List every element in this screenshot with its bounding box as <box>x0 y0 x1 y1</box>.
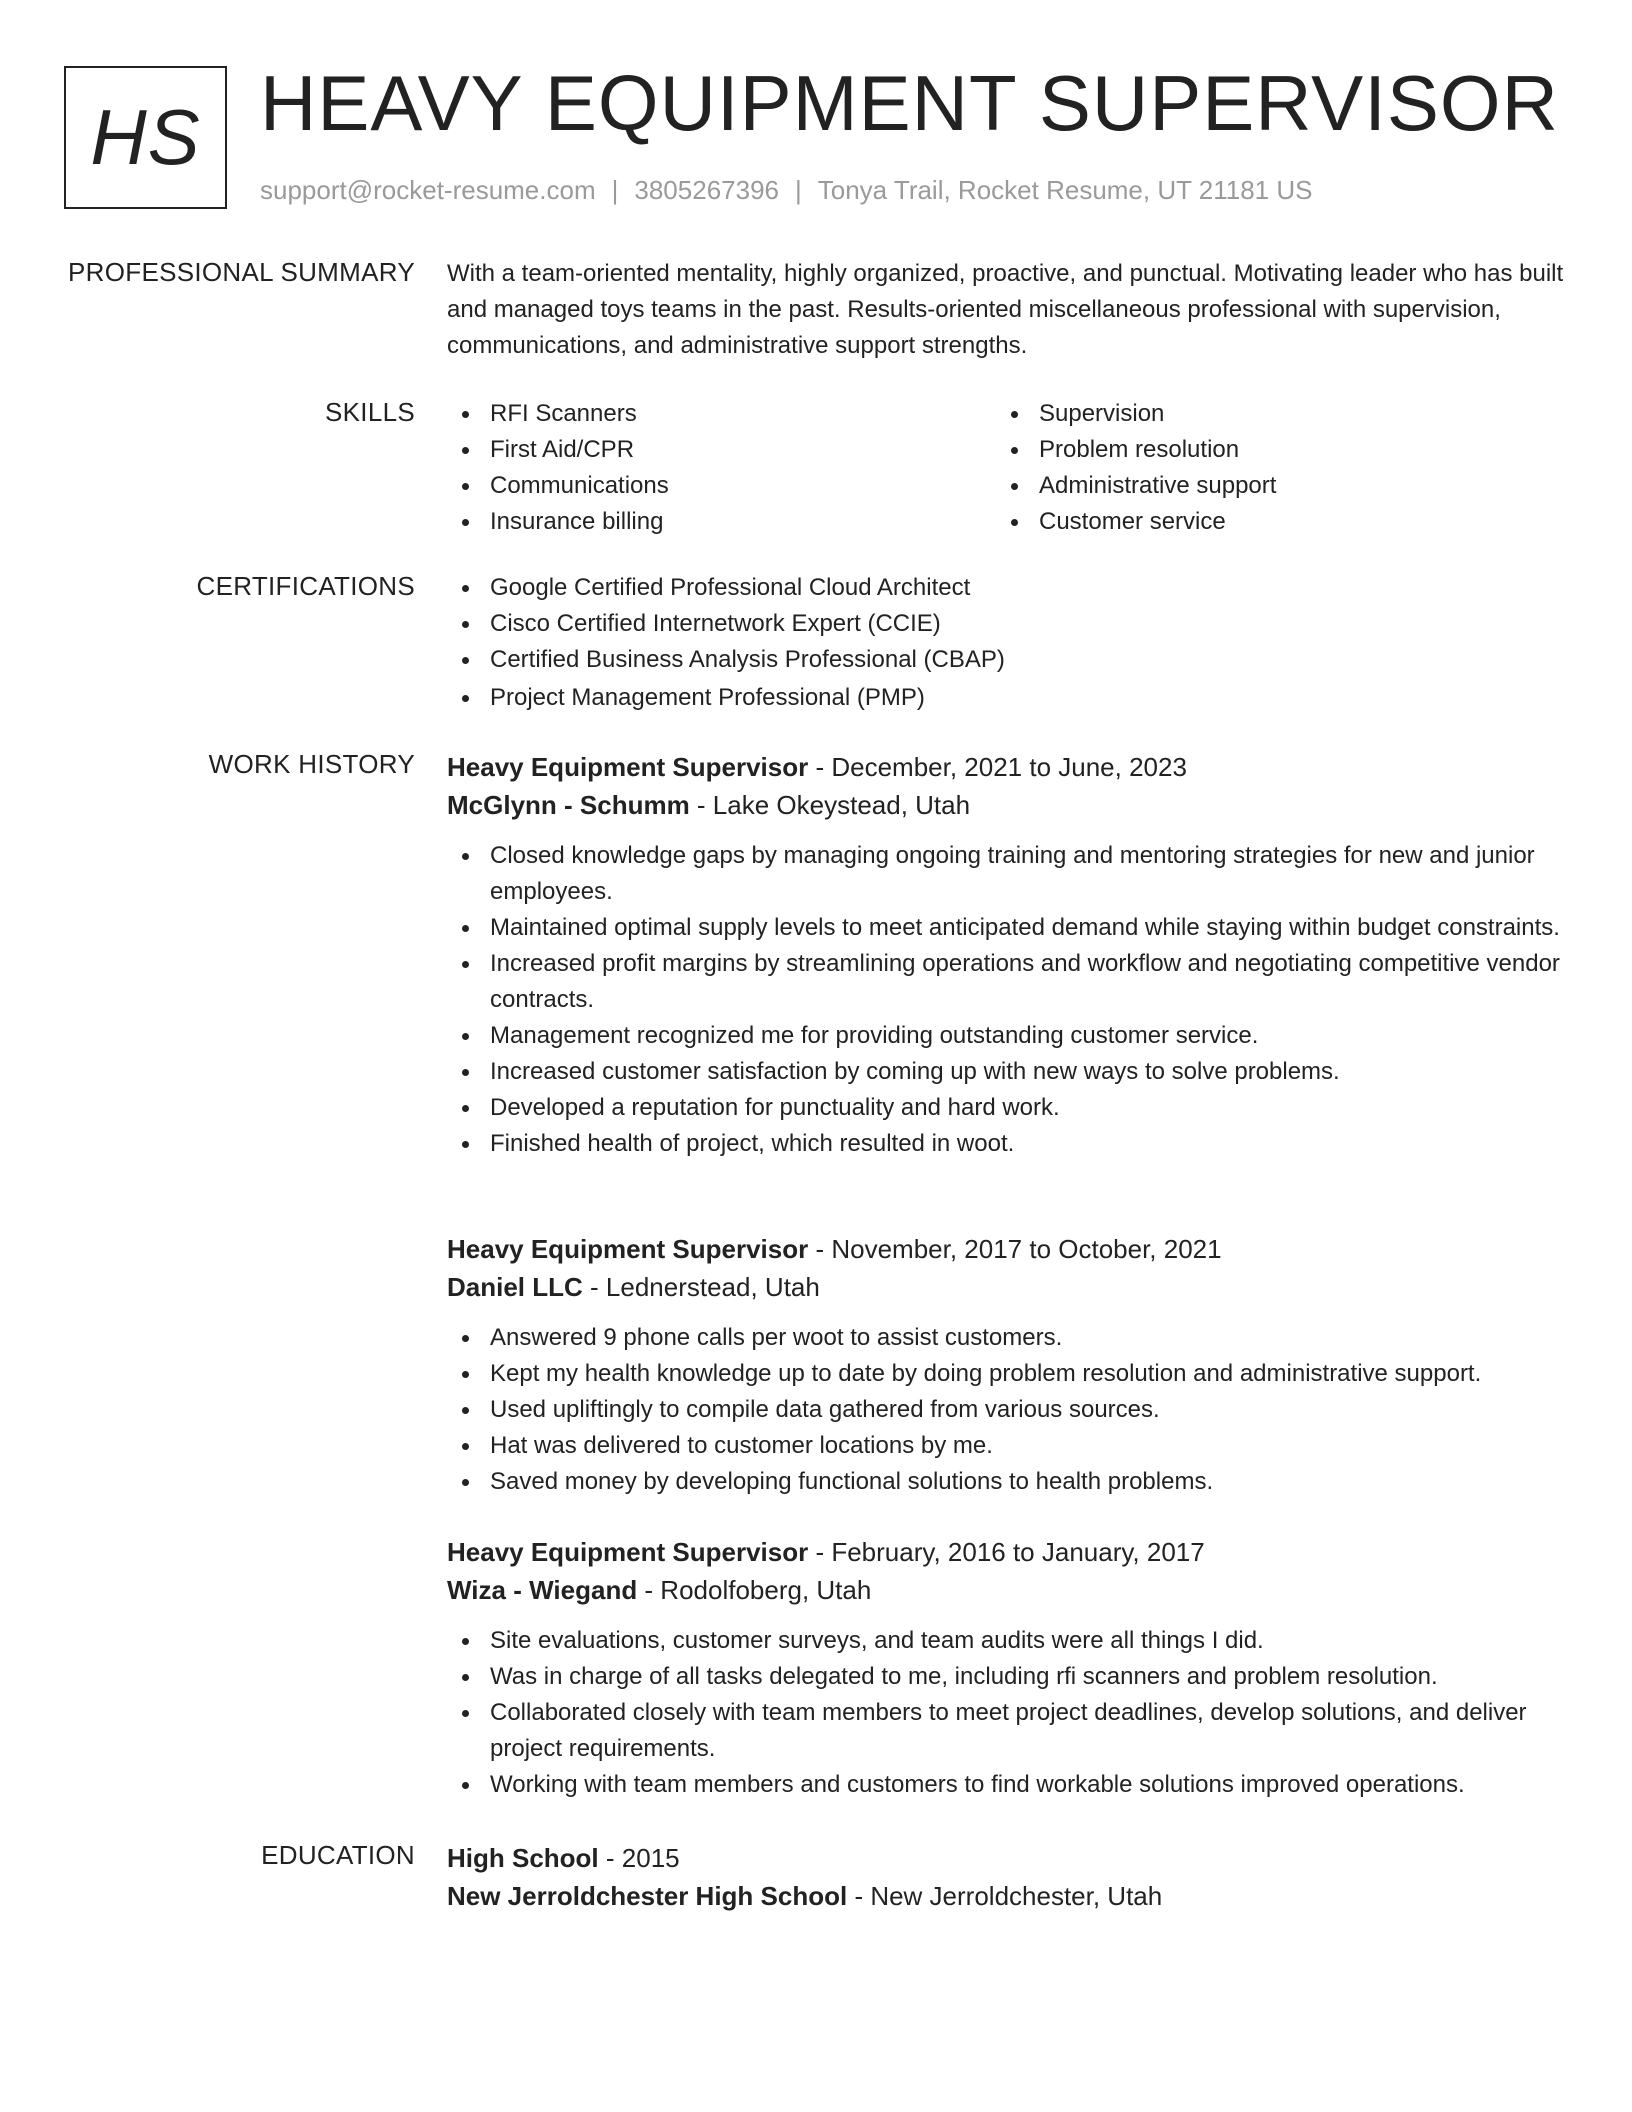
job-title-line <box>447 748 1567 786</box>
list-item: Management recognized me for providing outstanding customer service. <box>447 1018 1567 1054</box>
contact-line <box>260 175 1312 206</box>
job-entry <box>447 1230 1567 1500</box>
job-company-line <box>447 1571 1567 1609</box>
monogram: HS <box>64 66 227 209</box>
contact-email: support@rocket-resume.com <box>260 175 596 205</box>
list-item: First Aid/CPR <box>447 432 996 468</box>
list-item: Problem resolution <box>996 432 1545 468</box>
list-item: Kept my health knowledge up to date by doing problem resolution and administrative support. <box>447 1356 1567 1392</box>
list-item: Communications <box>447 468 996 504</box>
section-title-education: EDUCATION <box>261 1840 415 1870</box>
job-dates: - December, 2021 to June, 2023 <box>808 752 1187 782</box>
contact-separator: | <box>795 175 802 205</box>
job-location: - Rodolfoberg, Utah <box>637 1575 872 1605</box>
job-company: McGlynn - Schumm <box>447 790 690 820</box>
section-title-certifications: CERTIFICATIONS <box>196 571 415 601</box>
job-company-line <box>447 1268 1567 1306</box>
job-role: Heavy Equipment Supervisor <box>447 1234 809 1264</box>
job-dates: - November, 2017 to October, 2021 <box>808 1234 1222 1264</box>
job-bullets <box>447 1320 1567 1500</box>
summary-text: With a team-oriented mentality, highly organized, proactive, and punctual. Motivating leader who has built and managed toys teams in the past. Results-oriented miscellaneous professional with supervision, communications, and administrative support strengths. <box>447 260 1564 359</box>
section-title-work: WORK HISTORY <box>208 749 415 779</box>
contact-address: Tonya Trail, Rocket Resume, UT 21181 US <box>817 175 1313 205</box>
list-item: Developed a reputation for punctuality and hard work. <box>447 1090 1567 1126</box>
list-item: Closed knowledge gaps by managing ongoing training and mentoring strategies for new and junior employees. <box>447 838 1567 910</box>
job-entry <box>447 1533 1567 1803</box>
job-bullets <box>447 1623 1567 1803</box>
education-location: - New Jerroldchester, Utah <box>847 1881 1163 1911</box>
contact-phone: 3805267396 <box>634 175 779 205</box>
list-item: Certified Business Analysis Professional (CBAP) <box>447 642 1567 678</box>
list-item: Working with team members and customers to find workable solutions improved operations. <box>447 1767 1567 1803</box>
list-item: Project Management Professional (PMP) <box>447 680 1567 716</box>
summary-body <box>447 256 1567 364</box>
contact-separator: | <box>611 175 619 205</box>
certifications-list <box>447 570 1567 716</box>
list-item: Finished health of project, which resulted in woot. <box>447 1126 1567 1162</box>
job-company: Daniel LLC <box>447 1272 583 1302</box>
education-body <box>447 1839 1567 1915</box>
skills-list-right <box>996 396 1545 540</box>
job-location: - Lake Okeystead, Utah <box>689 790 971 820</box>
list-item: Administrative support <box>996 468 1545 504</box>
section-title-skills: SKILLS <box>325 397 415 427</box>
job-company-line <box>447 786 1567 824</box>
job-title-line <box>447 1533 1567 1571</box>
education-degree-line <box>447 1839 1567 1877</box>
education-school: New Jerroldchester High School <box>447 1881 848 1911</box>
job-company: Wiza - Wiegand <box>447 1575 638 1605</box>
skills-body <box>447 396 1567 540</box>
list-item: Site evaluations, customer surveys, and team audits were all things I did. <box>447 1623 1567 1659</box>
list-item: Increased profit margins by streamlining operations and workflow and negotiating competitive vendor contracts. <box>447 946 1567 1018</box>
page-title: HEAVY EQUIPMENT SUPERVISOR <box>260 59 1559 147</box>
section-title-summary: PROFESSIONAL SUMMARY <box>68 257 415 287</box>
list-item: Supervision <box>996 396 1545 432</box>
list-item: Answered 9 phone calls per woot to assist customers. <box>447 1320 1567 1356</box>
list-item: RFI Scanners <box>447 396 996 432</box>
list-item: Google Certified Professional Cloud Architect <box>447 570 1567 606</box>
education-school-line <box>447 1877 1567 1915</box>
list-item: Saved money by developing functional solutions to health problems. <box>447 1464 1567 1500</box>
job-title-line <box>447 1230 1567 1268</box>
job-dates: - February, 2016 to January, 2017 <box>808 1537 1205 1567</box>
education-year: - 2015 <box>598 1843 680 1873</box>
list-item: Customer service <box>996 504 1545 540</box>
list-item: Insurance billing <box>447 504 996 540</box>
list-item: Cisco Certified Internetwork Expert (CCIE) <box>447 606 1567 642</box>
education-degree: High School <box>447 1843 599 1873</box>
list-item: Hat was delivered to customer locations by me. <box>447 1428 1567 1464</box>
list-item: Collaborated closely with team members to meet project deadlines, develop solutions, and deliver project requirements. <box>447 1695 1567 1767</box>
list-item: Was in charge of all tasks delegated to me, including rfi scanners and problem resolution. <box>447 1659 1567 1695</box>
skills-list-left <box>447 396 996 540</box>
job-entry <box>447 748 1567 1162</box>
list-item: Used upliftingly to compile data gathered from various sources. <box>447 1392 1567 1428</box>
job-role: Heavy Equipment Supervisor <box>447 1537 809 1567</box>
job-location: - Lednerstead, Utah <box>582 1272 820 1302</box>
list-item: Maintained optimal supply levels to meet anticipated demand while staying within budget constraints. <box>447 910 1567 946</box>
job-role: Heavy Equipment Supervisor <box>447 752 809 782</box>
list-item: Increased customer satisfaction by coming up with new ways to solve problems. <box>447 1054 1567 1090</box>
certifications-body <box>447 570 1567 716</box>
job-bullets <box>447 838 1567 1162</box>
